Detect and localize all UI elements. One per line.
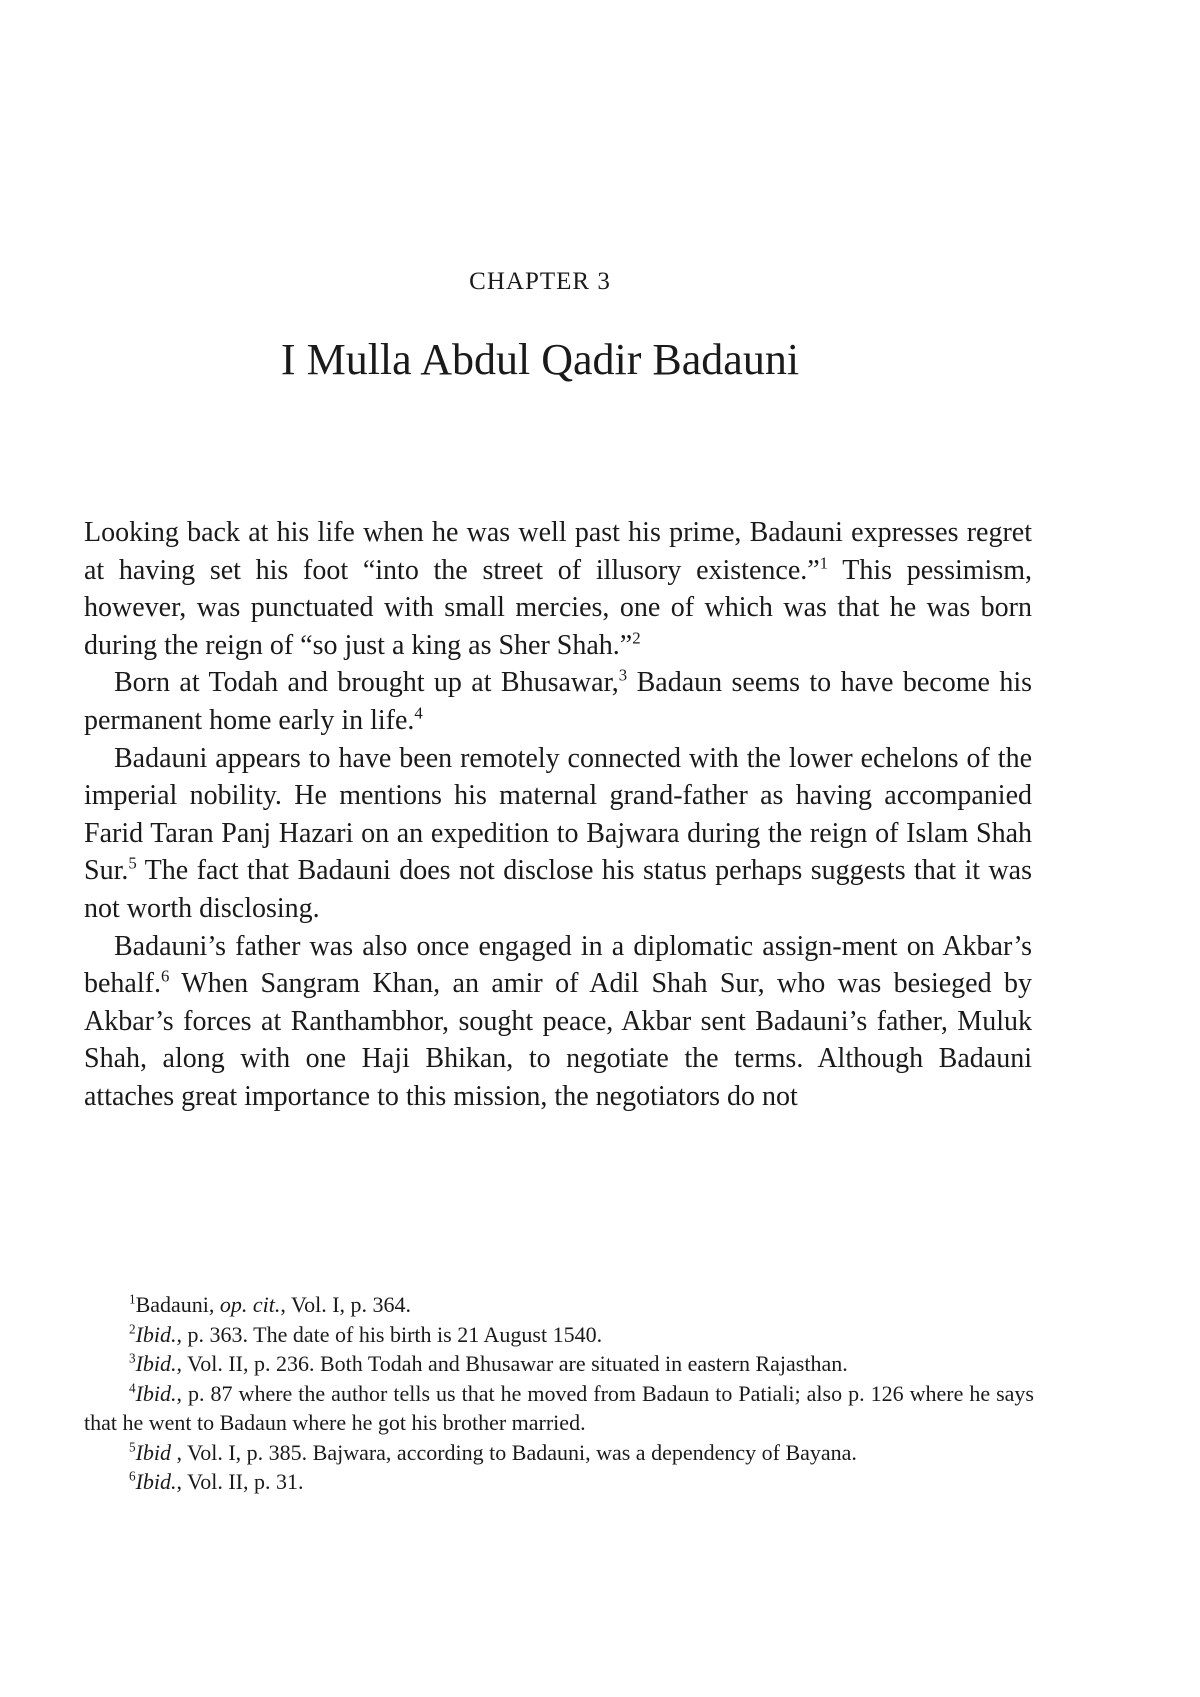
footnote: $^6$Ibid., Vol. II, p. 31. (129, 1468, 304, 1494)
paragraph: Badauni’s father was also once engaged in a diplomatic assign-ment on Akbar’s behalf.$^6$ When Sangram Khan, an amir of Adil Shah Sur, who was besieged by Akbar’s forces at Ranthambhor, sought peace, Akbar sent Badauni’s father, Muluk Shah, along with one Haji Bhikan, to negotiate the terms. Although Badauni attaches great importance to this mission, the negotiators do not (84, 930, 1032, 1112)
footnote-marker: 2 (632, 628, 641, 648)
footnote: $^1$Badauni, op. cit., Vol. I, p. 364. (129, 1291, 412, 1317)
footnote-marker: 6 (160, 966, 170, 986)
footnotes (84, 1290, 1034, 1497)
footnote: $^2$Ibid., p. 363. The date of his birth is 21 August 1540. (129, 1321, 603, 1347)
footnote-marker: 1 (129, 1291, 136, 1307)
footnote-marker: 3 (618, 666, 628, 686)
chapter-title: I Mulla Abdul Qadir Badauni (280, 335, 800, 384)
footnote-marker: 5 (128, 854, 137, 874)
footnote: $^5$Ibid , Vol. I, p. 385. Bajwara, according to Badauni, was a dependency of Bayana. (129, 1439, 857, 1465)
body-text (84, 514, 1032, 1116)
footnote-marker: 4 (414, 703, 423, 723)
footnote-marker: 2 (129, 1321, 136, 1337)
paragraph: Born at Todah and brought up at Bhusawar,$^3$ Badaun seems to have become his permanent home early in life.$^4$ (84, 666, 1032, 736)
footnote-marker: 4 (129, 1380, 136, 1396)
footnote: $^3$Ibid., Vol. II, p. 236. Both Todah and Bhusawar are situated in eastern Rajasthan. (129, 1350, 848, 1376)
footnote-marker: 6 (129, 1468, 136, 1484)
footnote-marker: 1 (819, 553, 829, 573)
footnote-marker: 3 (129, 1350, 136, 1366)
paragraph: Looking back at his life when he was well past his prime, Badauni expresses regret at having set his foot “into the street of illusory existence.”$^1$ This pessimism, however, was punctuated with small mercies, one of which was that he was born during the reign of “so just a king as Sher Shah.”$^2$ (84, 517, 1032, 661)
footnote-marker: 5 (129, 1439, 136, 1455)
chapter-label: CHAPTER 3 (469, 268, 611, 295)
footnote: $^4$Ibid., p. 87 where the author tells us that he moved from Badaun to Patiali; also p. 126 where he says that he went to Badaun where he got his brother married. (84, 1380, 1034, 1435)
paragraph: Badauni appears to have been remotely connected with the lower echelons of the imperial nobility. He mentions his maternal grand-father as having accompanied Farid Taran Panj Hazari on an expedition to Bajwara during the reign of Islam Shah Sur.$^5$ The fact that Badauni does not disclose his status perhaps suggests that it was not worth disclosing. (84, 742, 1032, 924)
